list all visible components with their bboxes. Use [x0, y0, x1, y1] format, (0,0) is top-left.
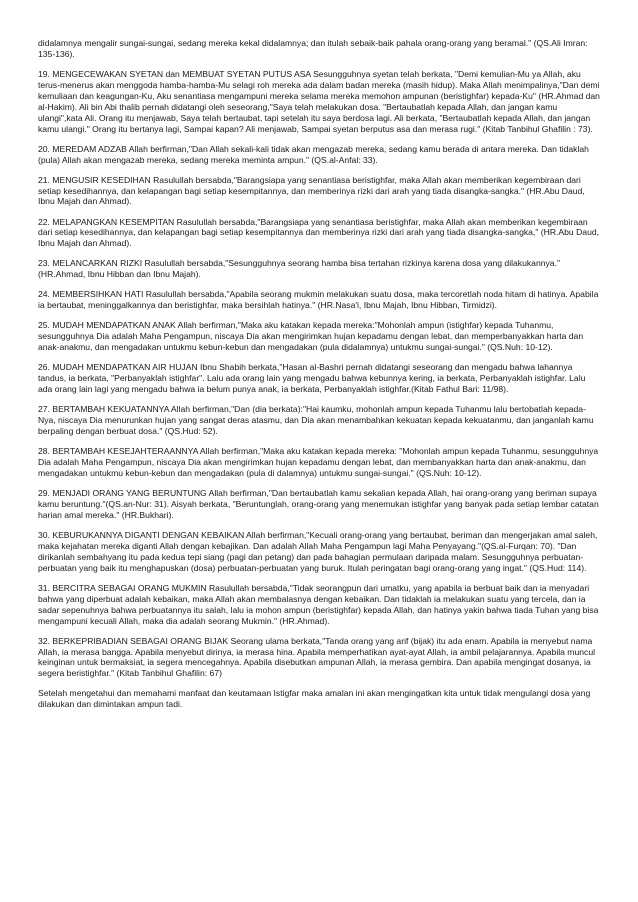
paragraph-continuation: didalamnya mengalir sungai-sungai, sedang mereka kekal didalamnya; dan itulah sebaik-baik pahala orang-orang yang beramal." (QS.Ali Imran: 135-136).	[38, 38, 588, 59]
paragraph-item-26: 26. MUDAH MENDAPATKAN AIR HUJAN Ibnu Shabih berkata,"Hasan al-Bashri pernah didatangi seseorang dan mengadu bahwa lahannya tandus, ia berkata, "Perbanyaklah istighfar". Lalu ada orang lain yang mengadu bahwa kebunnya kering, ia berkata, Perbanyaklah istighfar. Lalu ada orang lain lagi yang mengadu bahwa ia belum punya anak, ia berkata, Perbanyaklah istighfar.(Kitab Fathul Bari: 11/98).	[38, 362, 586, 395]
paragraph-item-24: 24. MEMBERSIHKAN HATI Rasulullah bersabda,"Apabila seorang mukmin melakukan suatu dosa, maka tercoretlah noda hitam di hatinya. Apabila ia bertaubat, meninggalkannya dan beristighfar, maka bersihlah hatinya." (HR.Nasa'i, Ibnu Majah, Ibnu Hibban, Tirmidzi).	[38, 289, 599, 311]
paragraph-item-30: 30. KEBURUKANNYA DIGANTI DENGAN KEBAIKAN Allah berfirman,"Kecuali orang-orang yang bertaubat, beriman dan mengerjakan amal saleh, maka kejahatan mereka diganti Allah dengan kebajikan. Dan adalah Allah Maha Pengampun lagi Maha Penyayang."(QS.al-Furqan: 70). "Dan dirikanlah sembahyang itu pada kedua tepi siang (pagi dan petang) dan pada bahagian permulaan daripada malam. Sesungguhnya perbuatan-perbuatan yang baik itu menghapuskan (dosa) perbuatan-perbuatan yang buruk. Itulah peringatan bagi orang-orang yang ingat." (QS.Hud: 114).	[38, 529, 598, 573]
paragraph-item-28: 28. BERTAMBAH KESEJAHTERAANNYA Allah berfirman,"Maka aku katakan kepada mereka: "Mohonlah ampun kepada Tuhanmu, sesungguhnya Dia adalah Maha Pengampun, niscaya Dia akan mengirimkan hujan kepadamu dengan lebat, dan membanyakkan harta dan anak-anakmu, dan mengadakan untukmu kebun-kebun dan mengadakan (pula di dalamnya) untukmu sungai-sungai." (QS.Nuh: 10-12).	[38, 446, 599, 478]
paragraph-item-23: 23. MELANCARKAN RIZKI Rasulullah bersabda,"Sesungguhnya seorang hamba bisa tertahan rizkinya karena dosa yang dilakukannya." (HR.Ahmad, Ibnu Hibban dan Ibnu Majah).	[38, 258, 561, 280]
paragraph-item-21: 21. MENGUSIR KESEDIHAN Rasulullah bersabda,"Barangsiapa yang senantiasa beristighfar, maka Allah akan memberikan kegembiraan dari setiap kesedihannya, dan kelapangan bagi setiap kesempitannya, dan memberinya rizki dari arah yang tiada disangka-sangka." (HR.Abu Daud, Ibnu Majah dan Ahmad).	[38, 174, 585, 207]
paragraph-item-22: 22. MELAPANGKAN KESEMPITAN Rasulullah bersabda,"Barangsiapa yang senantiasa beristighfar, maka Allah akan memberikan kegembiraan dari setiap kesedihannya, dan kelapangan bagi setiap kesempitannya dan memberinya rizki dari arah yang tiada disangka-sangka," (HR.Abu Daud, Ibnu Majah dan Ahmad).	[38, 216, 600, 249]
paragraph-item-31: 31. BERCITRA SEBAGAI ORANG MUKMIN Rasulullah bersabda,"Tidak seorangpun dari umatku, yang apabila ia berbuat baik dan ia menyadari bahwa yang diperbuat adalah kebaikan, maka Allah akan membalasnya dengan kebaikan. Dan tidaklah ia melakukan suatu yang tercela, dan ia sadar sepenuhnya bahwa perbuatannya itu salah, lalu ia mohon ampun (beristighfar) kepada Allah, dan hatinya yakin bahwa tiada Tuhan yang bisa mengampuni kecuali Allah, maka dia adalah seorang Mukmin." (HR.Ahmad).	[38, 582, 599, 626]
document-page	[38, 38, 600, 719]
paragraph-item-29: 29. MENJADI ORANG YANG BERUNTUNG Allah berfirman,"Dan bertaubatlah kamu sekalian kepada Allah, hai orang-orang yang beriman supaya kamu beruntung."(QS.an-Nur: 31). Aisyah berkata, "Beruntunglah, orang-orang yang menemukan istighfar yang banyak pada setiap lembar catatan harian amal mereka." (HR.Bukhari).	[38, 488, 599, 520]
paragraph-item-25: 25. MUDAH MENDAPATKAN ANAK Allah berfirman,"Maka aku katakan kepada mereka:"Mohonlah ampun (istighfar) kepada Tuhanmu, sesungguhnya Dia adalah Maha Pengampun, niscaya Dia akan mengirimkan hujan kepadamu dengan lebat, dan memperbanyakkan harta dan anak-anakmu, dan mengadakan untukmu kebun-kebun dan mengadakan (pula didalamnya) untukmu sungai-sungai." (QS.Nuh: 10-12).	[38, 320, 584, 353]
paragraph-item-20: 20. MEREDAM ADZAB Allah berfirman,"Dan Allah sekali-kali tidak akan mengazab mereka, sedang kamu berada di antara mereka. Dan tidaklah (pula) Allah akan mengazab mereka, sedang mereka meminta ampun." (QS.al-Anfal: 33).	[38, 143, 589, 165]
paragraph-item-32: 32. BERKEPRIBADIAN SEBAGAI ORANG BIJAK Seorang ulama berkata,"Tanda orang yang arif (bijak) itu ada enam. Apabila ia menyebut nama Allah, ia merasa bangga. Apabila menyebut dirinya, ia merasa hina. Apabila memperhatikan ayat-ayat Allah, ia ambil pelajarannya. Apabila muncul keinginan untuk bermaksiat, ia segera mencegahnya. Apabila disebutkan ampunan Allah, ia merasa gembira. Dan apabila mengingat dosanya, ia segera beristighfar." (Kitab Tanbihul Ghafilin: 67)	[38, 635, 596, 679]
paragraph-item-19: 19. MENGECEWAKAN SYETAN dan MEMBUAT SYETAN PUTUS ASA Sesungguhnya syetan telah berkata, "Demi kemulian-Mu ya Allah, aku terus-menerus akan menggoda hamba-hamba-Mu selagi roh mereka ada dalam badan mereka (masih hidup). Maka Allah menimpalinya,"Dan demi kemuliaan dan keagungan-Ku, Aku senantiasa mengampuni mereka selama mereka memohon ampunan (beristighfar) kepada-Ku" (HR.Ahmad dan al-Hakim). Ali bin Abi thalib pernah didatangi oleh seseorang,"Saya telah melakukan dosa. "Bertaubatlah kepada Allah, dan jangan kamu ulangi",kata Ali. Orang itu menjawab, Saya telah bertaubat, tapi setelah itu saya berdosa lagi. Ali berkata, "Bertaubatlah kepada Allah, dan jangan kamu ulangi." Orang itu bertanya lagi, Sampai kapan? Ali menjawab, Sampai syetan berputus asa dan merasa rugi." (Kitab Tanbihul Ghafilin : 73).	[38, 69, 600, 134]
paragraph-conclusion: Setelah mengetahui dan memahami manfaat dan keutamaan Istigfar maka amalan ini akan mengingatkan kita untuk tidak mengulangi dosa yang dilakukan dan dimintakan ampun tadi.	[38, 688, 591, 710]
paragraph-item-27: 27. BERTAMBAH KEKUATANNYA Allah berfirman,"Dan (dia berkata):"Hai kaumku, mohonlah ampun kepada Tuhanmu lalu bertobatlah kepada-Nya, niscaya Dia menurunkan hujan yang sangat deras atasmu, dan Dia akan menambahkan kekuatan kepada kekuatanmu, dan janganlah kamu berpaling dengan berbuat dosa." (QS.Hud: 52).	[38, 404, 594, 437]
